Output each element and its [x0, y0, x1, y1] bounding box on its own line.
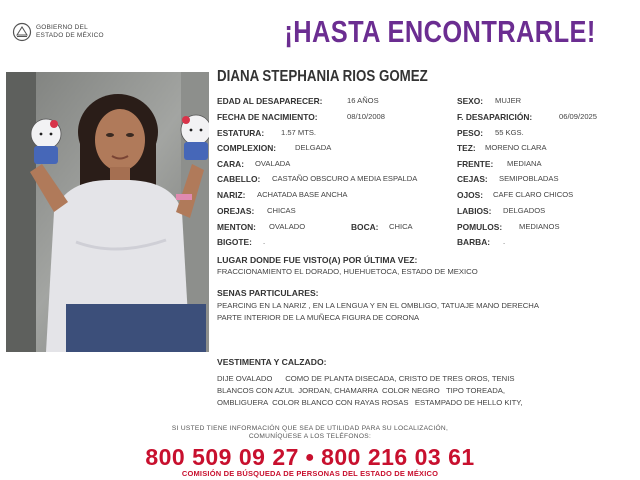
field-value: CASTAÑO OBSCURO A MEDIA ESPALDA	[272, 174, 418, 183]
contact-notice	[0, 425, 620, 441]
field-value: MUJER	[495, 96, 522, 105]
field-label: FECHA DE NACIMIENTO:	[217, 112, 318, 122]
field-value: .	[263, 237, 266, 246]
field-eyebrows	[457, 174, 559, 184]
field-build	[217, 143, 332, 153]
logo-line-1: GOBIERNO DEL	[36, 24, 88, 31]
field-forehead	[457, 159, 542, 169]
field-label: BARBA:	[457, 237, 491, 247]
field-chin	[217, 222, 306, 232]
field-label: LABIOS:	[457, 206, 492, 216]
field-eyes	[457, 190, 574, 200]
field-value: 16 AÑOS	[347, 96, 379, 105]
clothing-line-2: BLANCOS CON AZUL JORDAN, CHAMARRA COLOR NEGRO TIPO TOREADA,	[217, 386, 506, 395]
field-label: EDAD AL DESAPARECER:	[217, 96, 323, 106]
field-value: CAFE CLARO CHICOS	[493, 190, 574, 199]
field-value: SEMIPOBLADAS	[499, 174, 559, 183]
field-label: SEXO:	[457, 96, 484, 106]
marks-line-1: PEARCING EN LA NARIZ , EN LA LENGUA Y EN EL OMBLIGO, TATUAJE MANO DERECHA	[217, 301, 539, 310]
field-value: MEDIANOS	[519, 222, 560, 231]
field-label: CARA:	[217, 159, 244, 169]
field-label: MENTON:	[217, 222, 256, 232]
field-label: OJOS:	[457, 190, 484, 200]
field-label: CEJAS:	[457, 174, 488, 184]
field-label: F. DESAPARICIÓN:	[457, 112, 533, 122]
field-mouth	[351, 222, 413, 232]
field-value: CHICA	[389, 222, 413, 231]
last-seen-title: LUGAR DONDE FUE VISTO(A) POR ÚLTIMA VEZ:	[217, 255, 418, 265]
field-value: 1.57 MTS.	[281, 128, 317, 137]
field-value: 55 KGS.	[495, 128, 524, 137]
phone-1[interactable]: 800 509 09 27	[145, 444, 299, 470]
field-value: CHICAS	[267, 206, 296, 215]
field-value: MORENO CLARA	[485, 143, 547, 152]
clothing-title: VESTIMENTA Y CALZADO:	[217, 357, 327, 367]
clothing-line-1: DIJE OVALADO COMO DE PLANTA DISECADA, CRISTO DE TRES OROS, TENIS	[217, 374, 515, 383]
separator-dot-icon: ●	[304, 449, 316, 466]
field-label: ESTATURA:	[217, 128, 265, 138]
field-hair	[217, 174, 418, 184]
field-nose	[217, 190, 348, 200]
phone-2[interactable]: 800 216 03 61	[321, 444, 475, 470]
logo-line-2: ESTADO DE MÉXICO	[36, 32, 104, 39]
field-label: TEZ:	[457, 143, 476, 153]
field-value: OVALADO	[269, 222, 306, 231]
field-moustache	[217, 237, 266, 247]
field-value: DELGADOS	[503, 206, 546, 215]
headline: ¡HASTA ENCONTRARLE!	[284, 14, 596, 49]
field-height	[217, 128, 317, 138]
field-label: FRENTE:	[457, 159, 494, 169]
field-label: COMPLEXION:	[217, 143, 277, 153]
field-ears	[217, 206, 296, 216]
field-value: 06/09/2025	[559, 112, 598, 121]
field-beard	[457, 237, 506, 247]
field-value: MEDIANA	[507, 159, 542, 168]
marks-title: SENAS PARTICULARES:	[217, 288, 319, 298]
field-value: OVALADA	[255, 159, 291, 168]
field-lips	[457, 206, 546, 216]
field-sex	[457, 96, 522, 106]
field-face	[217, 159, 291, 169]
notice-line-2: COMUNÍQUESE A LOS TELÉFONOS:	[248, 433, 372, 440]
field-label: BOCA:	[351, 222, 379, 232]
field-value: ACHATADA BASE ANCHA	[257, 190, 348, 199]
state-seal-icon	[12, 22, 32, 42]
government-logo	[12, 22, 104, 42]
field-complexion	[457, 143, 547, 153]
field-birthdate	[217, 112, 386, 122]
phone-numbers	[0, 444, 620, 471]
field-label: CABELLO:	[217, 174, 261, 184]
field-label: POMULOS:	[457, 222, 503, 232]
photo-illustration	[6, 72, 209, 352]
field-label: PESO:	[457, 128, 484, 138]
notice-line-1: SI USTED TIENE INFORMACIÓN QUE SEA DE UTILIDAD PARA SU LOCALIZACIÓN,	[171, 425, 449, 432]
clothing-line-3: OMBLIGUERA COLOR BLANCO CON RAYAS ROSAS ESTAMPADO DE HELLO KITY,	[217, 398, 523, 407]
field-value: DELGADA	[295, 143, 332, 152]
last-seen-text: FRACCIONAMIENTO EL DORADO, HUEHUETOCA, ESTADO DE MEXICO	[217, 267, 478, 276]
commission-footer: COMISIÓN DE BÚSQUEDA DE PERSONAS DEL ESTADO DE MÉXICO	[181, 469, 439, 478]
missing-person-photo	[6, 72, 209, 352]
field-age	[217, 96, 379, 106]
logo-text	[36, 24, 104, 40]
field-label: NARIZ:	[217, 190, 246, 200]
field-value: 08/10/2008	[347, 112, 386, 121]
field-label: OREJAS:	[217, 206, 255, 216]
field-label: BIGOTE:	[217, 237, 252, 247]
field-value: .	[503, 237, 506, 246]
field-cheekbones	[457, 222, 560, 232]
marks-line-2: PARTE INTERIOR DE LA MUÑECA FIGURA DE CORONA	[217, 313, 420, 322]
field-disappearance-date	[457, 112, 598, 122]
field-weight	[457, 128, 524, 138]
person-name: DIANA STEPHANIA RIOS GOMEZ	[217, 68, 428, 85]
